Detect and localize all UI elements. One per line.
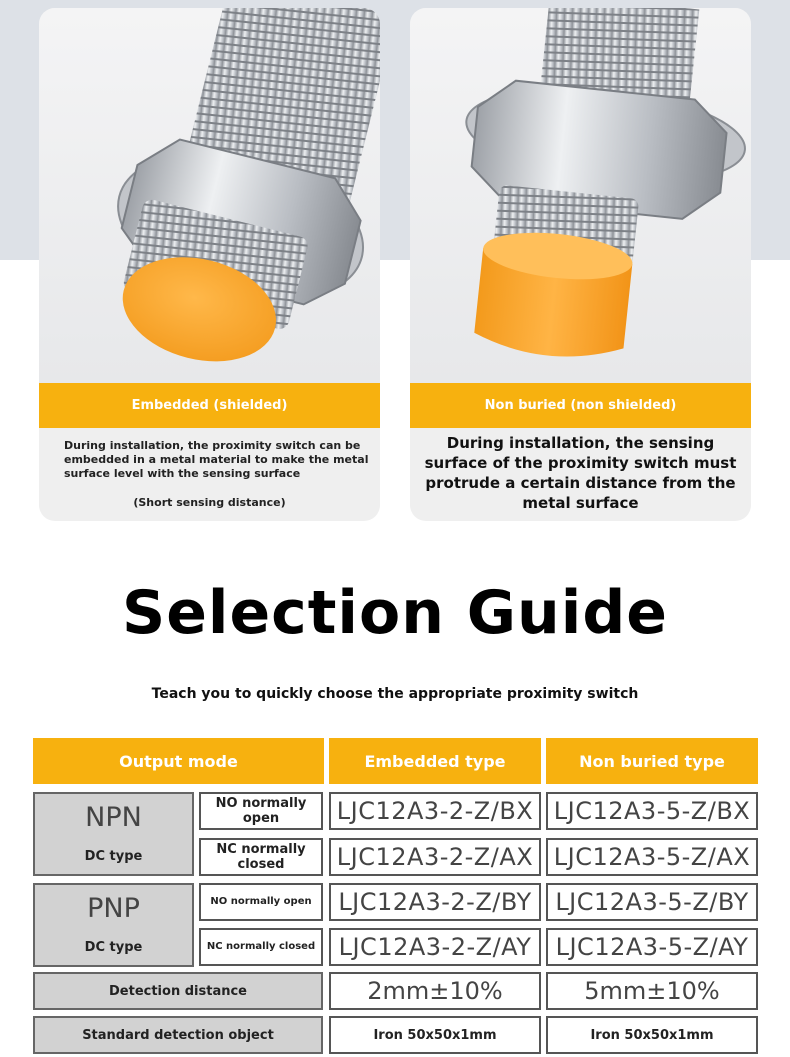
standard-object-embedded: Iron 50x50x1mm (329, 1016, 541, 1054)
page-subtitle: Teach you to quickly choose the appropriate proximity switch (151, 686, 639, 702)
non-buried-sensor-card (410, 8, 751, 521)
header-non-buried-type: Non buried type (546, 738, 758, 784)
npn-no-non-buried-model: LJC12A3-5-Z/BX (546, 792, 758, 830)
embedded-description: During installation, the proximity switch can be embedded in a metal material to make the metal surface level with the sensing surface (64, 439, 369, 480)
npn-nc-embedded-model: LJC12A3-2-Z/AX (329, 838, 541, 876)
non-buried-sensor-image (410, 8, 751, 383)
pnp-no-mode: NO normally open (199, 883, 323, 921)
npn-nc-non-buried-model: LJC12A3-5-Z/AX (546, 838, 758, 876)
npn-group-cell (33, 792, 194, 876)
embedded-sensor-image (39, 8, 380, 383)
pnp-nc-non-buried-model: LJC12A3-5-Z/AY (546, 928, 758, 966)
pnp-nc-embedded-model: LJC12A3-2-Z/AY (329, 928, 541, 966)
pnp-no-non-buried-model: LJC12A3-5-Z/BY (546, 883, 758, 921)
embedded-sensor-card (39, 8, 380, 521)
header-embedded-type: Embedded type (329, 738, 541, 784)
embedded-note: (Short sensing distance) (133, 496, 286, 509)
embedded-label: Embedded (shielded) (39, 383, 380, 428)
npn-dc-type: DC type (84, 849, 143, 864)
standard-object-non-buried: Iron 50x50x1mm (546, 1016, 758, 1054)
npn-label: NPN (85, 802, 142, 833)
header-output-mode: Output mode (33, 738, 324, 784)
pnp-group-cell (33, 883, 194, 967)
page-title: Selection Guide (122, 578, 668, 648)
npn-nc-mode: NC normally closed (199, 838, 323, 876)
detection-distance-label: Detection distance (33, 972, 323, 1010)
standard-object-label: Standard detection object (33, 1016, 323, 1054)
pnp-label: PNP (87, 893, 140, 924)
npn-no-embedded-model: LJC12A3-2-Z/BX (329, 792, 541, 830)
non-buried-label: Non buried (non shielded) (410, 383, 751, 428)
detection-distance-embedded: 2mm±10% (329, 972, 541, 1010)
detection-distance-non-buried: 5mm±10% (546, 972, 758, 1010)
non-buried-description: During installation, the sensing surface of the proximity switch must protrude a certain distance from the metal surface (424, 434, 737, 512)
pnp-dc-type: DC type (84, 940, 143, 955)
pnp-no-embedded-model: LJC12A3-2-Z/BY (329, 883, 541, 921)
pnp-nc-mode: NC normally closed (199, 928, 323, 966)
npn-no-mode: NO normally open (199, 792, 323, 830)
